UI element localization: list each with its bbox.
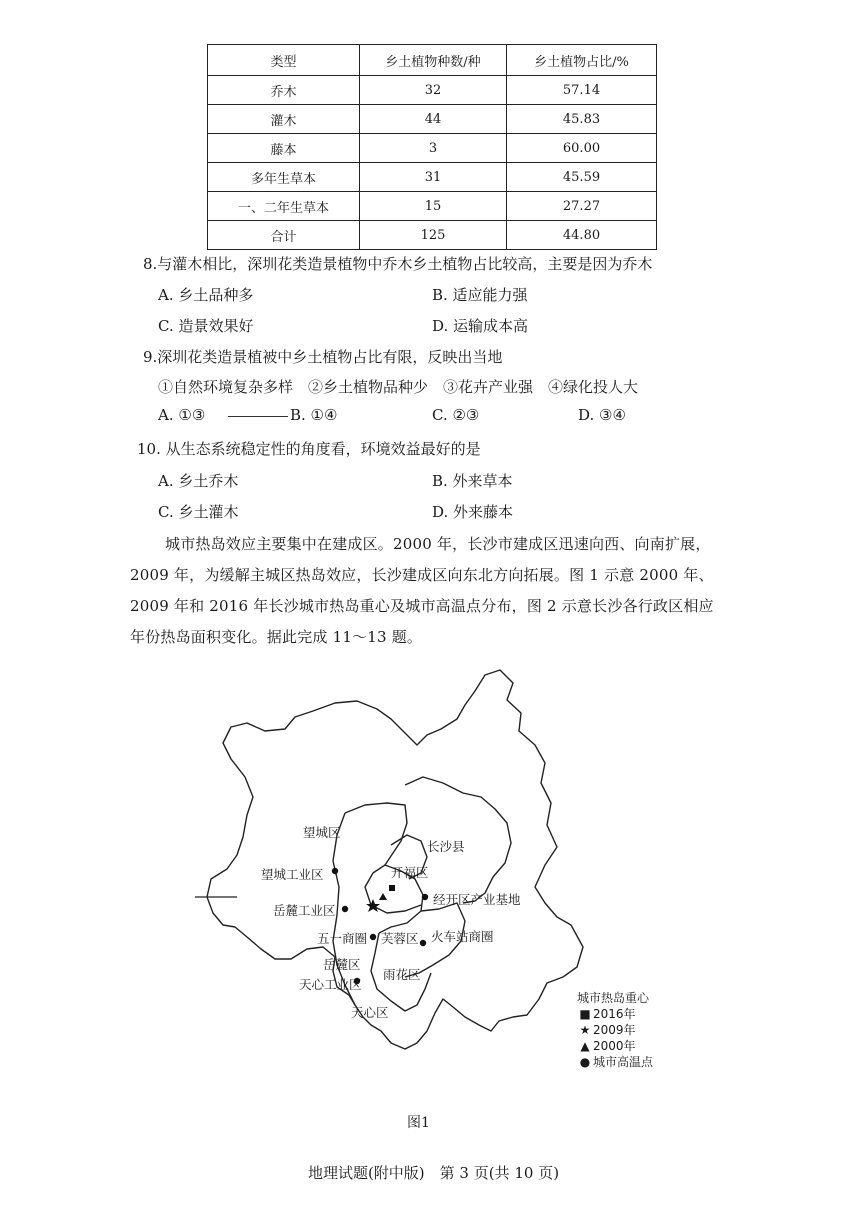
table-row [208,76,657,105]
star-icon: ★ [579,1023,591,1037]
q9-option-b: B. ①④ [290,406,338,424]
hotspot-wangcheng-industrial [332,868,338,874]
label-wangcheng: 望城区 [303,825,341,840]
figure-caption: 图1 [407,1115,430,1131]
label-wangcheng-industrial: 望城工业区 [261,867,324,882]
label-yuelu-industrial: 岳麓工业区 [273,903,336,918]
table-cell: 45.83 [507,105,657,134]
label-furong: 芙蓉区 [381,931,419,946]
native-plant-table [207,44,657,250]
q8-option-d: D. 运输成本高 [432,317,529,335]
table-row [208,221,657,250]
question-10-stem: 10. 从生态系统稳定性的角度看，环境效益最好的是 [137,440,481,458]
table-cell: 57.14 [507,76,657,105]
legend-item-2009: ★ 2009年 [577,1022,653,1038]
table-cell: 27.27 [507,192,657,221]
q9-option-a: A. ①③ [158,406,206,424]
dot-icon: ● [579,1055,591,1069]
center-2016-marker [389,885,395,891]
passage-line: 城市热岛效应主要集中在建成区。2000 年，长沙市建成区迅速向西、向南扩展， [165,535,711,553]
table-row [208,192,657,221]
label-jingkai: 经开区产业基地 [433,892,521,907]
q10-option-d: D. 外来藤本 [432,503,514,521]
passage-line: 年份热岛面积变化。据此完成 11～13 题。 [130,628,423,646]
label-changsha-county: 长沙县 [427,839,465,854]
table-row [208,134,657,163]
table-cell: 乔木 [208,76,360,105]
q9-option-d: D. ③④ [578,406,626,424]
triangle-icon: ▲ [580,1039,590,1053]
square-icon: ■ [579,1007,591,1021]
table-cell: 灌木 [208,105,360,134]
stray-mark [228,416,288,417]
table-row [208,163,657,192]
label-kaifu: 开福区 [391,865,429,880]
q9-statements: ①自然环境复杂多样 ②乡土植物品种少 ③花卉产业强 ④绿化投人大 [158,378,639,396]
label-tianxin: 天心区 [351,1005,389,1020]
passage-line: 2009 年和 2016 年长沙城市热岛重心及城市高温点分布，图 2 示意长沙各行政区相应 [130,597,714,615]
hotspot-wuyi [370,934,376,940]
table-header-cell: 类型 [208,45,360,76]
table-cell: 45.59 [507,163,657,192]
center-2000-marker [379,893,387,900]
center-2009-marker [366,899,380,912]
hotspot-yuelu-industrial [342,906,348,912]
table-cell: 125 [360,221,507,250]
legend-item-2000: ▲ 2000年 [577,1038,653,1054]
table-cell: 多年生草本 [208,163,360,192]
label-yuelu: 岳麓区 [323,957,361,972]
table-cell: 3 [360,134,507,163]
label-tianxin-industrial: 天心工业区 [299,977,362,992]
q8-option-b: B. 适应能力强 [432,286,528,304]
changsha-map [195,665,615,1105]
label-railway: 火车站商圈 [431,929,494,944]
map-legend [577,990,653,1070]
legend-item-2016: ■ 2016年 [577,1006,653,1022]
q8-option-c: C. 造景效果好 [158,317,254,335]
q8-option-a: A. 乡土品种多 [158,286,254,304]
hotspot-railway [420,940,426,946]
table-cell: 藤本 [208,134,360,163]
question-8-stem: 8.与灌木相比，深圳花类造景植物中乔木乡土植物占比较高，主要是因为乔木 [143,255,653,273]
label-yuhua: 雨花区 [383,967,421,982]
table-header-row [208,45,657,76]
legend-title: 城市热岛重心 [577,991,650,1005]
q10-option-a: A. 乡土乔木 [158,472,239,490]
table-cell: 44 [360,105,507,134]
table-cell: 32 [360,76,507,105]
question-9-stem: 9.深圳花类造景植被中乡土植物占比有限，反映出当地 [143,348,503,366]
legend-item-hotspot: ● 城市高温点 [577,1054,653,1070]
passage-line: 2009 年，为缓解主城区热岛效应，长沙建成区向东北方向拓展。图 1 示意 2000 年、 [130,566,714,584]
table-cell: 60.00 [507,134,657,163]
table-cell: 一、二年生草本 [208,192,360,221]
table-row [208,105,657,134]
q10-option-b: B. 外来草本 [432,472,513,490]
q10-option-c: C. 乡土灌木 [158,503,239,521]
q9-option-c: C. ②③ [432,406,480,424]
table-header-cell: 乡土植物种数/种 [360,45,507,76]
table-cell: 44.80 [507,221,657,250]
label-wuyi: 五一商圈 [317,931,368,946]
table-cell: 31 [360,163,507,192]
map-markers [195,665,615,1105]
page-footer: 地理试题(附中版) 第 3 页(共 10 页) [307,1164,560,1182]
hotspot-jingkai [422,894,428,900]
table-cell: 合计 [208,221,360,250]
table-header-cell: 乡土植物占比/% [507,45,657,76]
table-cell: 15 [360,192,507,221]
